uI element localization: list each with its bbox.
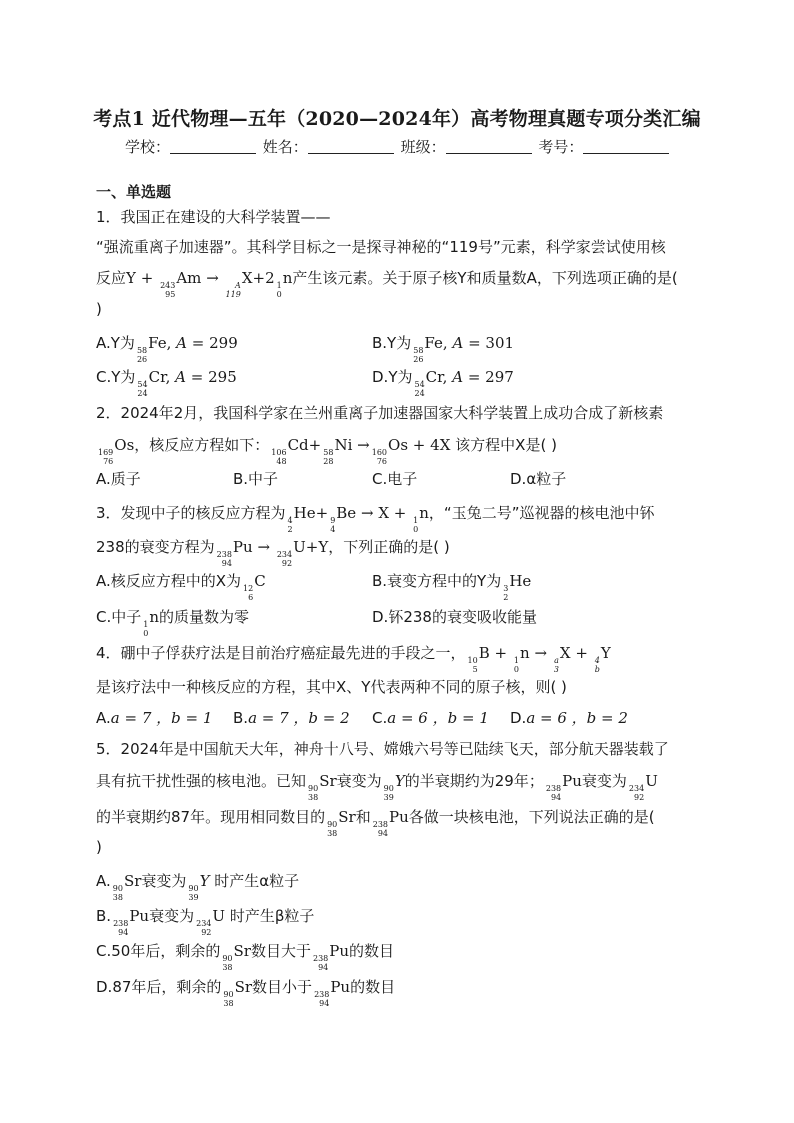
q2-option-a[interactable]: A.质子 bbox=[96, 470, 141, 488]
q5-line4: ) bbox=[96, 838, 102, 856]
q1-text: 反应 bbox=[96, 269, 127, 287]
q4-line1: 4．硼中子俘获疗法是目前治疗癌症最先进的手段之一， 10 5 B + 1 0 n → a 3 X + 4 b Y bbox=[96, 644, 611, 674]
section-heading: 一、单选题 bbox=[96, 183, 172, 201]
q1-line4: ) bbox=[96, 300, 102, 318]
q4-option-d[interactable]: D.a = 6 ，b = 2 bbox=[510, 709, 628, 727]
q4-option-b[interactable]: B.a = 7 ，b = 2 bbox=[233, 709, 350, 727]
q3-line1: 3．发现中子的核反应方程为 4 2 He+ 9 4 Be → X + 1 0 n，“玉兔二号”巡视器的核电池中钚 bbox=[96, 504, 655, 534]
q3-equation: 4 2 He+ 9 4 Be → X + 1 0 n bbox=[287, 504, 429, 534]
q3-decay-equation: 238 94 Pu → 234 92 U+Y bbox=[216, 538, 329, 568]
q2-line1: 2．2024年2月，我国科学家在兰州重离子加速器国家大科学装置上成功合成了新核素 bbox=[96, 404, 664, 422]
student-info-row bbox=[125, 136, 671, 157]
q2-option-d[interactable]: D.α粒子 bbox=[510, 470, 567, 488]
q5-line2: 具有抗干扰性强的核电池。已知 90 38 Sr衰变为 90 39 Y的半衰期约为29年； 238 94 Pu衰变为 234 92 U bbox=[96, 772, 658, 802]
exam-no-blank[interactable] bbox=[583, 139, 669, 154]
q2-option-b[interactable]: B.中子 bbox=[233, 470, 279, 488]
q5-option-c[interactable]: C.50年后，剩余的 90 38 Sr数目大于 238 94 Pu的数目 bbox=[96, 942, 395, 972]
neutron-numbers: 1 0 bbox=[276, 281, 282, 299]
q3-line2: 238的衰变方程为 238 94 Pu → 234 92 U+Y，下列正确的是( ) bbox=[96, 538, 450, 568]
q1-text: 产生该元素。关于原子核Y和质量数A，下列选项正确的是( bbox=[292, 269, 678, 287]
page-title: 考点1 近代物理—五年（2020—2024年）高考物理真题专项分类汇编 bbox=[93, 108, 701, 130]
q1-option-c[interactable]: C.Y为 54 24 Cr, A = 295 bbox=[96, 368, 237, 398]
q1-option-d[interactable]: D.Y为 54 24 Cr, A = 297 bbox=[372, 368, 514, 398]
am-isotope-numbers: 243 95 bbox=[160, 281, 176, 299]
q2-option-c[interactable]: C.电子 bbox=[372, 470, 418, 488]
q2-line2: 169 76 Os，核反应方程如下： 106 48 Cd+ 58 28 Ni → 160 76 Os + 4X 该方程中X是( ) bbox=[98, 436, 557, 466]
class-blank[interactable] bbox=[446, 139, 532, 154]
q3-option-d[interactable]: D.钚238的衰变吸收能量 bbox=[372, 608, 537, 626]
q1-line1: 1．我国正在建设的大科学装置—— bbox=[96, 208, 331, 226]
q5-option-d[interactable]: D.87年后，剩余的 90 38 Sr数目小于 238 94 Pu的数目 bbox=[96, 978, 396, 1008]
q5-line3: 的半衰期约87年。现用相同数目的 90 38 Sr和 238 94 Pu各做一块核电池，下列说法正确的是( bbox=[96, 808, 655, 838]
school-label: 学校： bbox=[125, 138, 171, 156]
q4-option-c[interactable]: C.a = 6 ，b = 1 bbox=[372, 709, 489, 727]
q5-line1: 5．2024年是中国航天大年，神舟十八号、嫦娥六号等已陆续飞天，部分航天器装载了 bbox=[96, 740, 669, 758]
q5-option-a[interactable]: A. 90 38 Sr衰变为 90 39 Y 时产生α粒子 bbox=[96, 872, 300, 902]
exam-no-label: 考号： bbox=[538, 138, 584, 156]
school-blank[interactable] bbox=[170, 139, 256, 154]
q1-equation: Y + 243 95 Am → A 119 X+2 1 0 n bbox=[126, 269, 293, 299]
q3-option-c[interactable]: C.中子 1 0 n的质量数为零 bbox=[96, 608, 250, 638]
q1-line3 bbox=[96, 267, 678, 299]
class-label: 班级： bbox=[400, 138, 446, 156]
q1-option-a[interactable]: A.Y为 58 26 Fe, A = 299 bbox=[96, 334, 238, 364]
q4-option-a[interactable]: A.a = 7 ，b = 1 bbox=[96, 709, 213, 727]
name-blank[interactable] bbox=[308, 139, 394, 154]
q4-line2: 是该疗法中一种核反应的方程，其中X、Y代表两种不同的原子核，则( ) bbox=[96, 678, 567, 696]
q1-option-b[interactable]: B.Y为 58 26 Fe, A = 301 bbox=[372, 334, 515, 364]
q1-line2: “强流重离子加速器”。其科学目标之一是探寻神秘的“119号”元素，科学家尝试使用核 bbox=[96, 238, 666, 256]
q2-equation: 106 48 Cd+ 58 28 Ni → 160 76 Os + 4X bbox=[271, 436, 451, 466]
q3-option-a[interactable]: A.核反应方程中的X为 12 6 C bbox=[96, 572, 266, 602]
x-isotope-numbers: A 119 bbox=[225, 281, 241, 299]
q3-option-b[interactable]: B.衰变方程中的Y为 3 2 He bbox=[372, 572, 532, 602]
q4-equation: 10 5 B + 1 0 n → a 3 X + 4 b Y bbox=[467, 644, 611, 674]
q5-option-b[interactable]: B. 238 94 Pu衰变为 234 92 U 时产生β粒子 bbox=[96, 907, 315, 937]
name-label: 姓名： bbox=[262, 138, 308, 156]
